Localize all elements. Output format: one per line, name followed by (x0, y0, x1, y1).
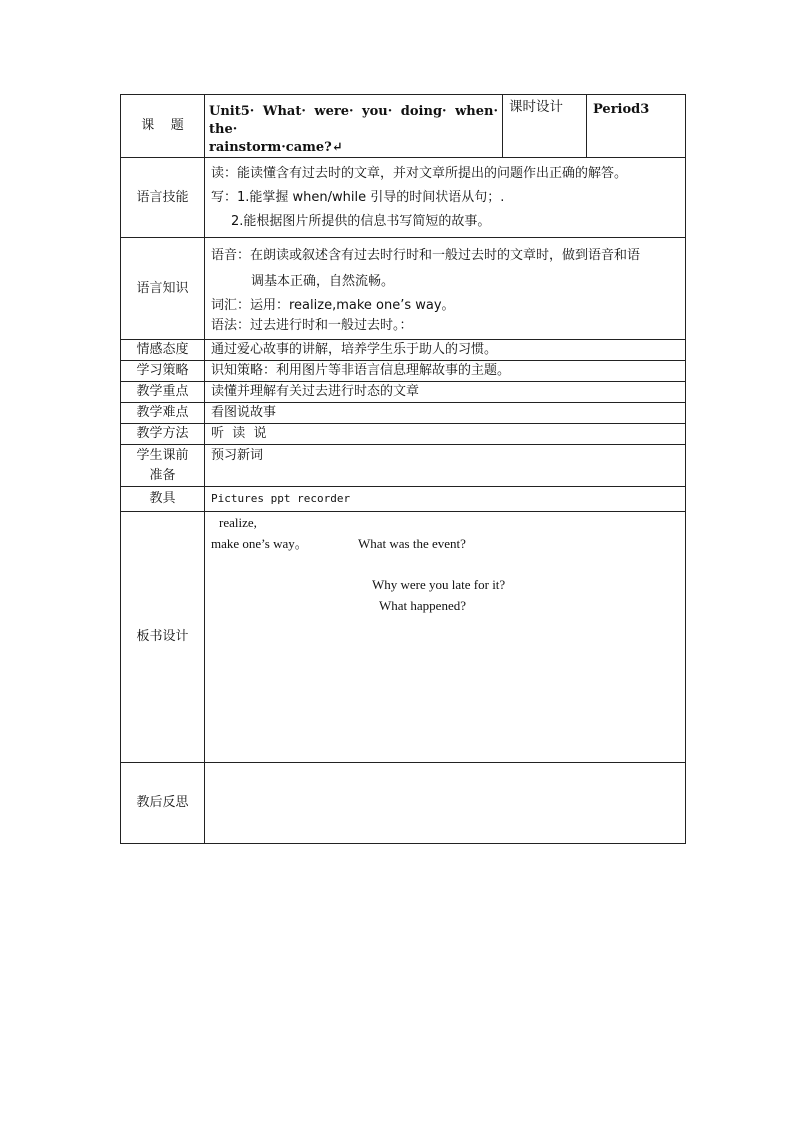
skills-write-1: 写：1.能掌握 when/while 引导的时间状语从句；. (211, 190, 505, 205)
board-label: 板书设计 (121, 512, 205, 763)
topic-label: 课 题 (121, 95, 205, 158)
attitude-text: 通过爱心故事的讲解，培养学生乐于助人的习惯。 (205, 340, 686, 361)
skills-read: 读：能读懂含有过去时的文章，并对文章所提出的问题作出正确的解答。 (211, 166, 628, 181)
header-row (121, 95, 686, 158)
skills-row (121, 158, 686, 238)
period-value: Period3 (587, 95, 686, 158)
knowledge-phonetics-2: 调基本正确，自然流畅。 (251, 274, 395, 289)
method-row (121, 424, 686, 445)
board-question-3: What happened? (379, 598, 466, 613)
skills-label: 语言技能 (121, 158, 205, 238)
lesson-title-line2: rainstorm·came?↵ (209, 140, 343, 155)
difficulty-label: 教学难点 (121, 403, 205, 424)
reflection-text[interactable] (205, 763, 686, 844)
skills-write-2: 2.能根据图片所提供的信息书写简短的故事。 (231, 214, 491, 229)
preparation-text: 预习新词 (205, 445, 686, 487)
difficulty-row (121, 403, 686, 424)
aids-text: Pictures ppt recorder (205, 487, 686, 512)
strategy-text: 识知策略：利用图片等非语言信息理解故事的主题。 (205, 361, 686, 382)
knowledge-phonetics-1: 语音：在朗读或叙述含有过去时行时和一般过去时的文章时，做到语音和语 (211, 248, 641, 263)
lesson-plan-table (120, 94, 686, 844)
knowledge-label: 语言知识 (121, 238, 205, 340)
key-points-row (121, 382, 686, 403)
knowledge-row (121, 238, 686, 340)
board-question-1: What was the event? (358, 536, 466, 551)
knowledge-vocab: 词汇：运用：realize,make one’s way。 (211, 298, 455, 313)
skills-content (205, 158, 686, 238)
board-word-2: make one’s way。 (211, 536, 308, 551)
preparation-label-1: 学生课前 (136, 447, 189, 463)
attitude-label: 情感态度 (121, 340, 205, 361)
attitude-row (121, 340, 686, 361)
method-text: 听 读 说 (205, 424, 686, 445)
reflection-row (121, 763, 686, 844)
design-label: 课时设计 (503, 95, 587, 158)
board-content (205, 512, 686, 763)
board-word-1: realize, (219, 515, 257, 530)
key-points-text: 读懂并理解有关过去进行时态的文章 (205, 382, 686, 403)
knowledge-grammar: 语法：过去进行时和一般过去时。： (211, 318, 413, 333)
strategy-row (121, 361, 686, 382)
knowledge-content (205, 238, 686, 340)
preparation-label (121, 445, 205, 487)
difficulty-text: 看图说故事 (205, 403, 686, 424)
aids-row (121, 487, 686, 512)
reflection-label: 教后反思 (121, 763, 205, 844)
preparation-label-2: 准备 (149, 467, 176, 483)
method-label: 教学方法 (121, 424, 205, 445)
preparation-row (121, 445, 686, 487)
lesson-title (205, 95, 503, 158)
strategy-label: 学习策略 (121, 361, 205, 382)
board-question-2: Why were you late for it? (372, 577, 506, 592)
lesson-title-line1: Unit5· What· were· you· doing· when· the· (209, 104, 498, 137)
key-points-label: 教学重点 (121, 382, 205, 403)
board-row (121, 512, 686, 763)
aids-label: 教具 (121, 487, 205, 512)
